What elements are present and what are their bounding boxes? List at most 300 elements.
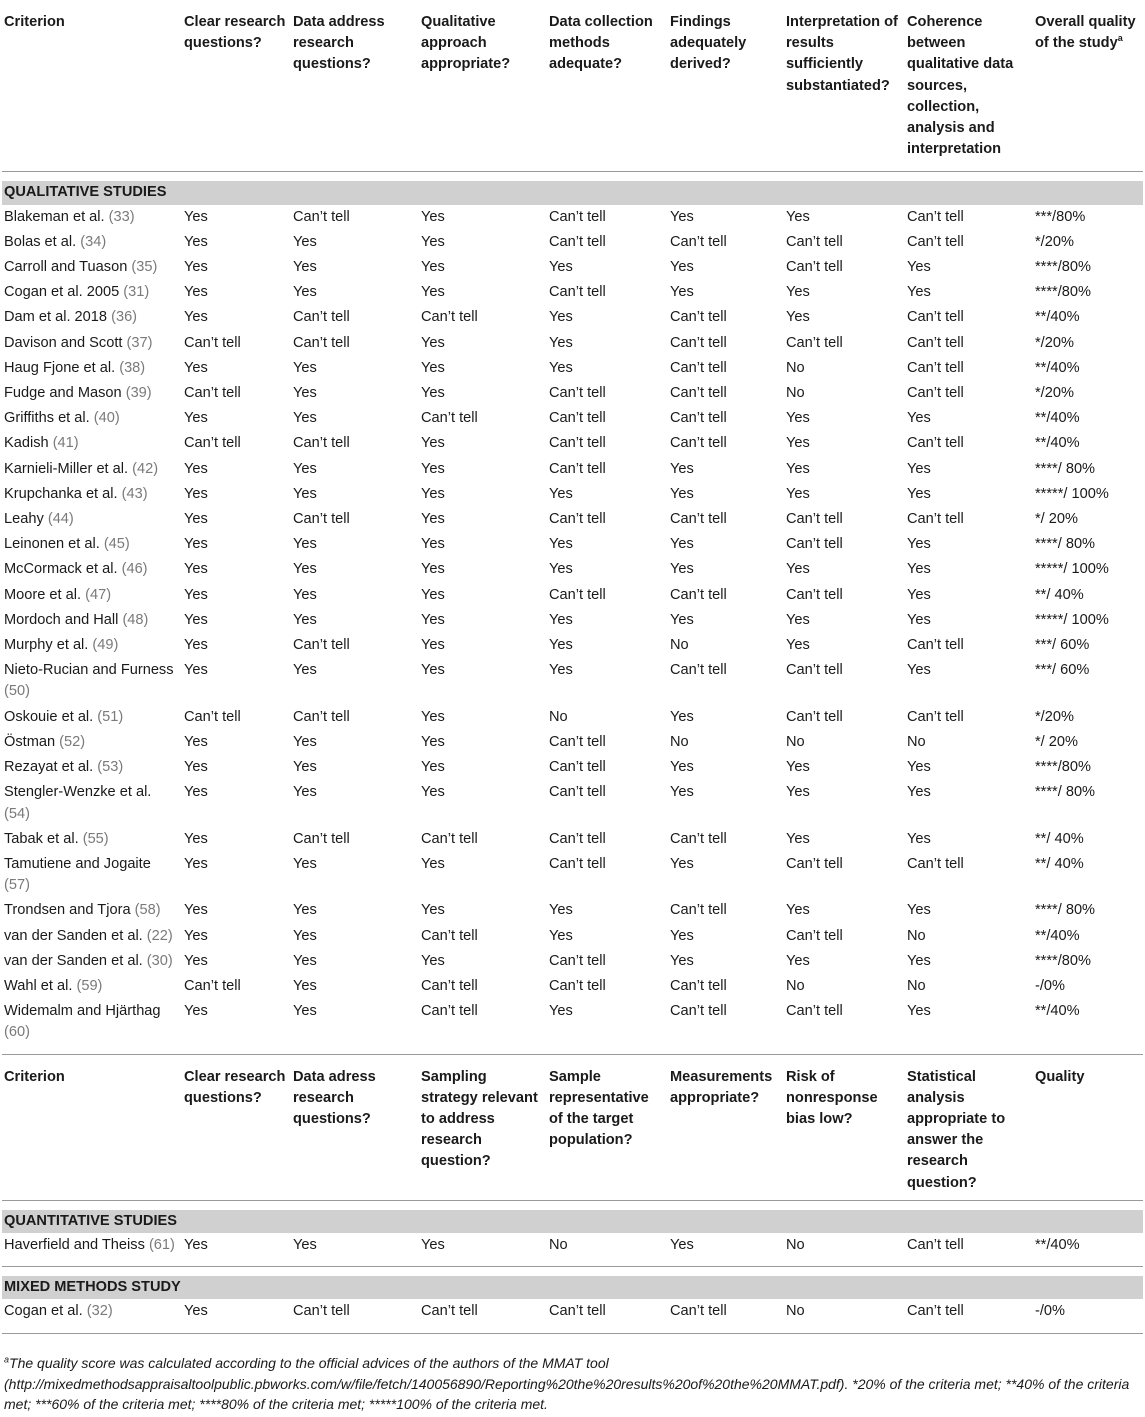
table-row: [2, 406, 1143, 431]
rating-cell: Yes: [907, 611, 931, 628]
rating-cell: Yes: [907, 759, 931, 776]
study-reference: (37): [126, 334, 153, 351]
column-header-label: Sampling strategy relevant to address research question?: [421, 1068, 538, 1170]
rating-cell: Yes: [184, 259, 208, 276]
rating-cell: Yes: [907, 284, 931, 301]
rating-cell: Yes: [907, 662, 931, 679]
rating-cell: Yes: [907, 902, 931, 919]
rating-cell: Can’t tell: [786, 511, 843, 528]
rating-cell: Yes: [549, 611, 573, 628]
table-row: [2, 949, 1143, 974]
rating-cell: No: [670, 637, 689, 654]
rating-cell: Yes: [184, 759, 208, 776]
rating-cell: Can’t tell: [670, 309, 727, 326]
study-reference: (57): [4, 877, 30, 894]
rating-cell: Yes: [293, 233, 317, 250]
rating-cell: **/ 40%: [1035, 586, 1084, 603]
rating-cell: Yes: [907, 784, 931, 801]
rating-cell: Can’t tell: [670, 410, 727, 427]
spacer-row: [2, 1200, 1143, 1210]
study-reference: (52): [59, 733, 86, 750]
rating-cell: **/40%: [1035, 435, 1080, 452]
study-name: Haverfield and Theiss: [4, 1236, 149, 1253]
study-name: Haug Fjone et al.: [4, 359, 120, 376]
study-reference: (39): [125, 385, 152, 402]
table-row: [2, 280, 1143, 305]
rating-cell: No: [786, 385, 805, 402]
study-cell: [2, 999, 182, 1045]
column-header-label: Criterion: [4, 1068, 65, 1085]
study-name: McCormack et al.: [4, 561, 122, 578]
rating-cell: ****/ 80%: [1035, 784, 1096, 801]
rating-cell: ****/ 80%: [1035, 460, 1096, 477]
study-cell: [2, 1299, 182, 1324]
rating-cell: Yes: [293, 855, 317, 872]
rating-cell: Yes: [184, 784, 208, 801]
rating-cell: Can’t tell: [293, 334, 350, 351]
study-cell: [2, 431, 182, 456]
rating-cell: Yes: [907, 586, 931, 603]
rating-cell: Yes: [293, 259, 317, 276]
rating-cell: Yes: [293, 927, 317, 944]
rating-cell: ***/ 60%: [1035, 662, 1090, 679]
rating-cell: Can’t tell: [907, 309, 964, 326]
rating-cell: No: [786, 1236, 805, 1253]
rating-cell: Yes: [184, 511, 208, 528]
rating-cell: Yes: [421, 485, 445, 502]
study-cell: [2, 331, 182, 356]
table-row: [2, 457, 1143, 482]
rating-cell: Yes: [184, 830, 208, 847]
rating-cell: Yes: [907, 830, 931, 847]
rating-cell: Yes: [549, 259, 573, 276]
rating-cell: ****/80%: [1035, 759, 1091, 776]
study-name: Stengler-Wenzke et al.: [4, 784, 152, 801]
rating-cell: Can’t tell: [786, 662, 843, 679]
rating-cell: Can’t tell: [184, 334, 241, 351]
table-row: [2, 583, 1143, 608]
column-header-label: Coherence between qualitative data sources, collection, analysis and interpretation: [907, 14, 1014, 158]
rating-cell: Yes: [786, 309, 810, 326]
rating-cell: Yes: [549, 902, 573, 919]
study-cell: [2, 406, 182, 431]
rating-cell: ****/80%: [1035, 952, 1091, 969]
study-cell: [2, 482, 182, 507]
study-reference: (38): [119, 359, 146, 376]
rule-cell: [2, 1325, 1143, 1334]
section-title: MIXED METHODS STUDY: [2, 1276, 1143, 1299]
study-name: Karnieli-Miller et al.: [4, 460, 133, 477]
study-reference: (40): [93, 410, 120, 427]
rating-cell: Can’t tell: [421, 977, 478, 994]
footnote-marker: a: [1117, 33, 1123, 44]
section-end-rule: [2, 1046, 1143, 1055]
rating-cell: Can’t tell: [670, 233, 727, 250]
rating-cell: Yes: [549, 662, 573, 679]
column-header: [905, 0, 1033, 172]
rating-cell: ****/80%: [1035, 259, 1091, 276]
table-row: [2, 852, 1143, 898]
table-footnote: [4, 1353, 1140, 1415]
column-header-label: Criterion: [4, 14, 65, 30]
rating-cell: Yes: [670, 561, 694, 578]
table-row: [2, 331, 1143, 356]
study-cell: [2, 949, 182, 974]
spacer-cell: [2, 1200, 1143, 1210]
column-header-label: Clear research questions?: [184, 14, 286, 52]
rating-cell: Yes: [184, 284, 208, 301]
table-row: [2, 658, 1143, 704]
rating-cell: Yes: [549, 927, 573, 944]
rating-cell: Yes: [907, 561, 931, 578]
rating-cell: Can’t tell: [907, 855, 964, 872]
rating-cell: Yes: [184, 855, 208, 872]
quant-header-row: [2, 1054, 1143, 1200]
rating-cell: Can’t tell: [293, 309, 350, 326]
rating-cell: Yes: [421, 759, 445, 776]
rating-cell: *****/ 100%: [1035, 561, 1109, 578]
rating-cell: Yes: [184, 410, 208, 427]
rating-cell: Can’t tell: [421, 410, 478, 427]
rating-cell: Yes: [293, 611, 317, 628]
table-row: [2, 255, 1143, 280]
rating-cell: Yes: [184, 662, 208, 679]
rating-cell: Yes: [421, 586, 445, 603]
rating-cell: **/40%: [1035, 927, 1080, 944]
study-reference: (48): [122, 611, 149, 628]
study-cell: [2, 255, 182, 280]
study-cell: [2, 755, 182, 780]
study-reference: (47): [85, 586, 112, 603]
rating-cell: Yes: [421, 385, 445, 402]
rating-cell: Yes: [421, 733, 445, 750]
rating-cell: Can’t tell: [786, 927, 843, 944]
rating-cell: Yes: [293, 284, 317, 301]
rating-cell: Can’t tell: [786, 233, 843, 250]
rating-cell: Yes: [786, 410, 810, 427]
rating-cell: No: [786, 977, 805, 994]
rating-cell: Can’t tell: [184, 435, 241, 452]
rating-cell: Can’t tell: [549, 733, 606, 750]
study-cell: [2, 583, 182, 608]
column-header-label: Overall quality of the study: [1035, 14, 1136, 52]
section-row: [2, 1276, 1143, 1299]
study-name: Bolas et al.: [4, 233, 81, 250]
study-name: Nieto-Rucian and Furness: [4, 662, 174, 679]
footnote-marker: a: [4, 1354, 10, 1365]
rating-cell: ****/ 80%: [1035, 536, 1096, 553]
rating-cell: Yes: [549, 637, 573, 654]
section-end-rule: [2, 1325, 1143, 1334]
rating-cell: Yes: [293, 662, 317, 679]
column-header: [291, 0, 419, 172]
study-reference: (31): [123, 284, 150, 301]
rating-cell: Yes: [421, 1236, 445, 1253]
rating-cell: Yes: [786, 284, 810, 301]
rating-cell: Can’t tell: [549, 1303, 606, 1320]
rating-cell: No: [907, 733, 926, 750]
column-header-label: Measurements appropriate?: [670, 1068, 773, 1106]
rating-cell: Yes: [670, 208, 694, 225]
study-name: Wahl et al.: [4, 977, 77, 994]
rating-cell: Yes: [184, 1303, 208, 1320]
rating-cell: No: [786, 359, 805, 376]
study-reference: (49): [92, 637, 119, 654]
column-header-label: Risk of nonresponse bias low?: [786, 1068, 878, 1127]
study-cell: [2, 532, 182, 557]
rating-cell: Yes: [184, 1236, 208, 1253]
section-end-rule: [2, 1258, 1143, 1267]
rating-cell: Can’t tell: [293, 708, 350, 725]
rating-cell: Can’t tell: [786, 1003, 843, 1020]
study-reference: (34): [80, 233, 107, 250]
study-cell: [2, 780, 182, 826]
rating-cell: Yes: [549, 561, 573, 578]
rating-cell: Yes: [549, 485, 573, 502]
study-name: Leahy: [4, 511, 48, 528]
study-reference: (54): [4, 805, 30, 822]
study-reference: (45): [103, 536, 130, 553]
rating-cell: */ 20%: [1035, 733, 1078, 750]
rating-cell: **/40%: [1035, 1003, 1080, 1020]
study-cell: [2, 658, 182, 704]
rating-cell: Can’t tell: [786, 586, 843, 603]
rating-cell: Can’t tell: [549, 460, 606, 477]
study-reference: (36): [111, 309, 138, 326]
rating-cell: Yes: [184, 485, 208, 502]
rating-cell: Yes: [293, 784, 317, 801]
rating-cell: Yes: [421, 784, 445, 801]
column-header: [905, 1054, 1033, 1200]
table-row: [2, 827, 1143, 852]
rating-cell: No: [549, 708, 568, 725]
spacer-cell: [2, 172, 1143, 182]
study-name: Murphy et al.: [4, 637, 93, 654]
rating-cell: Yes: [421, 435, 445, 452]
study-cell: [2, 457, 182, 482]
rating-cell: Can’t tell: [184, 977, 241, 994]
rating-cell: Can’t tell: [670, 662, 727, 679]
table-row: [2, 999, 1143, 1045]
rating-cell: Can’t tell: [670, 511, 727, 528]
table-row: [2, 557, 1143, 582]
table-row: [2, 205, 1143, 230]
rating-cell: Can’t tell: [293, 511, 350, 528]
rating-cell: Yes: [670, 259, 694, 276]
table-row: [2, 230, 1143, 255]
study-name: Krupchanka et al.: [4, 485, 122, 502]
column-header: [182, 0, 291, 172]
qual-header-row: [2, 0, 1143, 172]
rating-cell: Can’t tell: [549, 586, 606, 603]
study-reference: (32): [86, 1303, 113, 1320]
study-reference: (42): [132, 460, 159, 477]
rating-cell: Yes: [293, 977, 317, 994]
rating-cell: Yes: [184, 733, 208, 750]
table-row: [2, 730, 1143, 755]
study-name: Oskouie et al.: [4, 708, 98, 725]
column-header-label: Qualitative approach appropriate?: [421, 14, 511, 73]
rating-cell: Yes: [786, 561, 810, 578]
study-reference: (50): [4, 683, 30, 700]
rating-cell: Yes: [907, 952, 931, 969]
rating-cell: Can’t tell: [549, 208, 606, 225]
rating-cell: Yes: [293, 1003, 317, 1020]
rating-cell: Can’t tell: [293, 435, 350, 452]
rating-cell: Yes: [670, 611, 694, 628]
rating-cell: Yes: [549, 1003, 573, 1020]
column-header-label: Data collection methods adequate?: [549, 14, 653, 73]
rating-cell: Can’t tell: [293, 637, 350, 654]
column-header: [547, 1054, 668, 1200]
rating-cell: Can’t tell: [670, 1003, 727, 1020]
column-header: [2, 0, 182, 172]
rating-cell: Yes: [421, 536, 445, 553]
study-cell: [2, 507, 182, 532]
study-reference: (46): [121, 561, 148, 578]
column-header-label: Findings adequately derived?: [670, 14, 747, 73]
table-row: [2, 780, 1143, 826]
table-row: [2, 507, 1143, 532]
rating-cell: Can’t tell: [549, 511, 606, 528]
rating-cell: Yes: [549, 359, 573, 376]
rating-cell: Can’t tell: [549, 233, 606, 250]
study-cell: [2, 705, 182, 730]
study-name: Fudge and Mason: [4, 385, 126, 402]
rating-cell: Yes: [786, 485, 810, 502]
study-cell: [2, 852, 182, 898]
rating-cell: Yes: [549, 536, 573, 553]
rating-cell: Yes: [670, 784, 694, 801]
rating-cell: *****/ 100%: [1035, 485, 1109, 502]
rating-cell: *****/ 100%: [1035, 611, 1109, 628]
rating-cell: Can’t tell: [670, 385, 727, 402]
study-cell: [2, 924, 182, 949]
study-cell: [2, 974, 182, 999]
rating-cell: Yes: [549, 309, 573, 326]
rating-cell: Yes: [907, 460, 931, 477]
study-name: Carroll and Tuason: [4, 259, 132, 276]
rating-cell: Can’t tell: [421, 830, 478, 847]
study-name: Rezayat et al.: [4, 759, 98, 776]
table-row: [2, 431, 1143, 456]
rating-cell: Can’t tell: [907, 334, 964, 351]
rating-cell: Yes: [670, 708, 694, 725]
study-cell: [2, 205, 182, 230]
study-name: van der Sanden et al.: [4, 952, 147, 969]
study-reference: (51): [97, 708, 124, 725]
rating-cell: Can’t tell: [786, 855, 843, 872]
rating-cell: Yes: [184, 536, 208, 553]
rating-cell: Yes: [907, 536, 931, 553]
rating-cell: No: [907, 977, 926, 994]
rating-cell: Can’t tell: [907, 385, 964, 402]
table-row: [2, 482, 1143, 507]
table-row: [2, 705, 1143, 730]
rating-cell: Can’t tell: [421, 1003, 478, 1020]
rating-cell: Can’t tell: [907, 435, 964, 452]
rating-cell: Yes: [184, 309, 208, 326]
rule-cell: [2, 1046, 1143, 1055]
study-name: Blakeman et al.: [4, 208, 109, 225]
rating-cell: Yes: [184, 561, 208, 578]
rating-cell: ***/ 60%: [1035, 637, 1090, 654]
rating-cell: No: [907, 927, 926, 944]
study-reference: (53): [97, 759, 124, 776]
rating-cell: Can’t tell: [907, 1236, 964, 1253]
rating-cell: Yes: [184, 611, 208, 628]
rating-cell: */20%: [1035, 385, 1074, 402]
rating-cell: Yes: [670, 536, 694, 553]
study-cell: [2, 280, 182, 305]
column-header: [668, 1054, 784, 1200]
column-header-label: Data address research questions?: [293, 14, 385, 73]
rating-cell: Yes: [293, 410, 317, 427]
rating-cell: Yes: [786, 902, 810, 919]
study-reference: (44): [47, 511, 74, 528]
rating-cell: Can’t tell: [907, 233, 964, 250]
rating-cell: Yes: [293, 460, 317, 477]
rating-cell: Can’t tell: [670, 586, 727, 603]
rating-cell: Yes: [670, 284, 694, 301]
rating-cell: Yes: [421, 359, 445, 376]
table-row: [2, 633, 1143, 658]
rating-cell: Yes: [293, 561, 317, 578]
rating-cell: Yes: [421, 952, 445, 969]
rating-cell: Yes: [184, 952, 208, 969]
study-name: Östman: [4, 733, 60, 750]
rating-cell: Can’t tell: [293, 830, 350, 847]
rating-cell: Yes: [907, 259, 931, 276]
study-name: Cogan et al.: [4, 1303, 87, 1320]
column-header-label: Statistical analysis appropriate to answer the research question?: [907, 1068, 1006, 1191]
table-row: [2, 305, 1143, 330]
study-name: Trondsen and Tjora: [4, 902, 135, 919]
rating-cell: Yes: [184, 927, 208, 944]
spacer-row: [2, 172, 1143, 182]
rating-cell: Yes: [184, 902, 208, 919]
rating-cell: Yes: [421, 208, 445, 225]
study-reference: (61): [148, 1236, 175, 1253]
column-header: [547, 0, 668, 172]
rating-cell: Yes: [421, 662, 445, 679]
rating-cell: Can’t tell: [786, 334, 843, 351]
rating-cell: Yes: [421, 637, 445, 654]
column-header: [2, 1054, 182, 1200]
study-cell: [2, 356, 182, 381]
rating-cell: Yes: [293, 359, 317, 376]
study-reference: (41): [52, 435, 79, 452]
rating-cell: Can’t tell: [907, 1303, 964, 1320]
rating-cell: */20%: [1035, 233, 1074, 250]
study-reference: (22): [146, 927, 173, 944]
rating-cell: No: [549, 1236, 568, 1253]
rating-cell: Yes: [184, 637, 208, 654]
section-row: [2, 181, 1143, 204]
rating-cell: Can’t tell: [549, 410, 606, 427]
column-header: [1033, 1054, 1143, 1200]
study-cell: [2, 230, 182, 255]
study-name: Widemalm and Hjärthag: [4, 1003, 161, 1020]
rating-cell: Yes: [670, 1236, 694, 1253]
study-cell: [2, 1233, 182, 1258]
rating-cell: Yes: [670, 927, 694, 944]
study-reference: (30): [146, 952, 173, 969]
rating-cell: Yes: [421, 902, 445, 919]
rating-cell: ****/ 80%: [1035, 902, 1096, 919]
column-header: [1033, 0, 1143, 172]
rating-cell: **/40%: [1035, 1236, 1080, 1253]
